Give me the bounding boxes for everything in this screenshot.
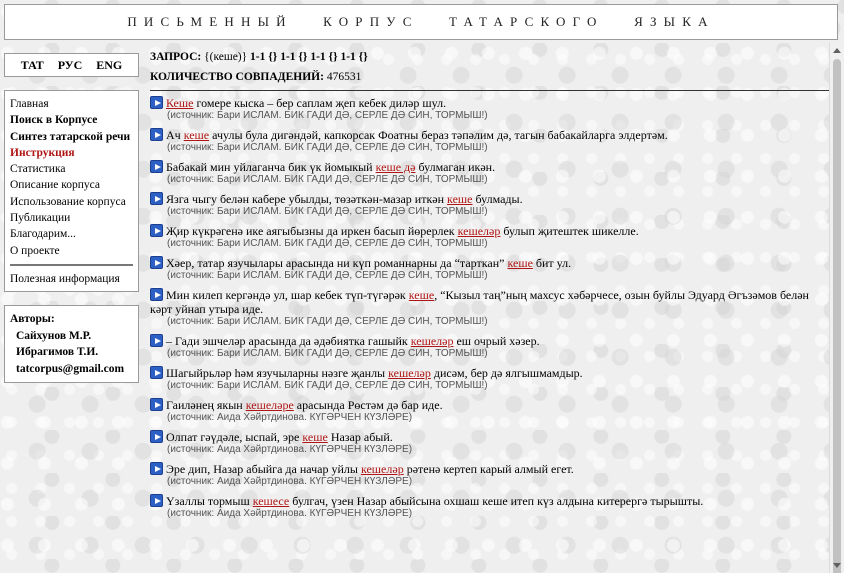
site-title: ПИСЬМЕННЫЙ КОРПУС ТАТАРСКОГО ЯЗЫКА	[127, 14, 715, 29]
authors-heading: Авторы:	[10, 313, 55, 326]
author-name: Ибрагимов Т.И.	[16, 346, 99, 359]
play-audio-icon[interactable]	[150, 192, 163, 205]
nav-item[interactable]: Поиск в Корпусе	[10, 114, 98, 127]
sentence-before: Хәер, татар язучылары арасында ни күп романнарны да “тарткан”	[166, 256, 508, 270]
result-item	[150, 192, 830, 218]
scroll-down-icon[interactable]	[833, 563, 841, 568]
play-audio-icon[interactable]	[150, 494, 163, 507]
play-audio-icon[interactable]	[150, 160, 163, 173]
result-item	[150, 288, 830, 328]
lang-eng-link[interactable]: ENG	[96, 57, 123, 72]
result-source: (источник: Бари ИСЛАМ. БИК ГАДИ ДӘ, СЕРЛЕ ДӘ СИН, ТОРМЫШ!)	[167, 316, 488, 327]
result-item	[150, 366, 830, 392]
query-ranges: 1-1 {} 1-1 {} 1-1 {} 1-1 {}	[250, 51, 368, 63]
nav-item[interactable]: Публикации	[10, 212, 71, 225]
contact-email-link[interactable]: tatcorpus@gmail.com	[16, 362, 125, 375]
page-scrollbar[interactable]	[829, 43, 844, 573]
result-sentence	[150, 224, 830, 238]
match-count-label: КОЛИЧЕСТВО СОВПАДЕНИЙ:	[150, 71, 324, 83]
sentence-after: дисәм, бер дә ялгышмамдыр.	[430, 366, 583, 380]
nav-item[interactable]: О проекте	[10, 244, 60, 257]
result-sentence	[150, 334, 830, 348]
nav-item[interactable]: Описание корпуса	[10, 179, 101, 192]
play-audio-icon[interactable]	[150, 398, 163, 411]
sentence-after: ачулы була дигәндәй, капкорсак Фоатны бераз тәпәлим дә, тагын бабакайларга элдертәм.	[209, 128, 668, 142]
result-sentence	[150, 430, 830, 444]
nav-item[interactable]: Статистика	[10, 163, 66, 176]
play-audio-icon[interactable]	[150, 288, 163, 301]
keyword-match-link[interactable]: кеше дә	[375, 160, 416, 174]
sentence-before: Җир күкрәгенә ике аягыбызны да иркен басып йөрерлек	[166, 224, 458, 238]
sentence-after: Назар абый.	[327, 430, 393, 444]
results-pane	[150, 48, 830, 526]
authors-panel	[4, 305, 139, 383]
play-audio-icon[interactable]	[150, 224, 163, 237]
keyword-match-link[interactable]: кешеләр	[388, 366, 431, 380]
keyword-match-link[interactable]: кешесе	[252, 494, 290, 508]
result-sentence	[150, 160, 830, 174]
play-audio-icon[interactable]	[150, 462, 163, 475]
sidebar	[4, 53, 139, 383]
sentence-before: Шагыйрьләр һәм язучыларны нәзге җанлы	[166, 366, 389, 380]
sentence-before: Бабакай мин уйлаганча бик үк йомыкый	[166, 160, 376, 174]
query-text: {(кеше)}	[204, 51, 248, 63]
result-item	[150, 430, 830, 456]
result-source: (источник: Бари ИСЛАМ. БИК ГАДИ ДӘ, СЕРЛЕ ДӘ СИН, ТОРМЫШ!)	[167, 142, 488, 153]
result-sentence	[150, 494, 830, 508]
sentence-before: Мин килеп кергәндә ул, шар кебек түп-түгәрәк	[166, 288, 409, 302]
nav-item[interactable]: Благодарим...	[10, 228, 76, 241]
play-audio-icon[interactable]	[150, 334, 163, 347]
result-source: (источник: Бари ИСЛАМ. БИК ГАДИ ДӘ, СЕРЛЕ ДӘ СИН, ТОРМЫШ!)	[167, 238, 488, 249]
result-item	[150, 128, 830, 154]
play-audio-icon[interactable]	[150, 366, 163, 379]
result-item	[150, 462, 830, 488]
sentence-after: рәтенә кертеп карый алмый егет.	[403, 462, 574, 476]
result-source: (источник: Аида Хәйртдинова. КҮГӘРЧЕН КҮЗЛӘРЕ)	[167, 412, 413, 423]
result-item	[150, 398, 830, 424]
sentence-before: Ач	[166, 128, 184, 142]
result-source: (источник: Бари ИСЛАМ. БИК ГАДИ ДӘ, СЕРЛЕ ДӘ СИН, ТОРМЫШ!)	[167, 348, 488, 359]
sentence-after: булмады.	[472, 192, 523, 206]
match-count-value: 476531	[326, 71, 362, 83]
sentence-after: гомере кыска – бер саплам җеп кебек диләр шул.	[193, 96, 447, 110]
keyword-match-link[interactable]: кешеләре	[245, 398, 294, 412]
result-source: (источник: Аида Хәйртдинова. КҮГӘРЧЕН КҮЗЛӘРЕ)	[167, 508, 413, 519]
play-audio-icon[interactable]	[150, 430, 163, 443]
sentence-after: булып җитештек шикелле.	[500, 224, 639, 238]
results-divider	[150, 90, 830, 91]
main-nav	[4, 90, 139, 292]
keyword-match-link[interactable]: кешеләр	[457, 224, 501, 238]
sentence-before: – Гади эшчеләр арасында да әдәбиятка гашыйк	[166, 334, 411, 348]
result-item	[150, 160, 830, 186]
result-sentence	[150, 366, 830, 380]
sentence-before: Олпат гәүдәле, ыспай, эре	[166, 430, 303, 444]
keyword-match-link[interactable]: кеше	[507, 256, 533, 270]
nav-item[interactable]: Использование корпуса	[10, 195, 126, 208]
keyword-match-link[interactable]: кеше	[302, 430, 328, 444]
keyword-match-link[interactable]: кеше	[408, 288, 435, 302]
play-audio-icon[interactable]	[150, 256, 163, 269]
query-label: ЗАПРОС:	[150, 51, 202, 63]
nav-item[interactable]: Синтез татарской речи	[10, 130, 131, 143]
result-source: (источник: Бари ИСЛАМ. БИК ГАДИ ДӘ, СЕРЛЕ ДӘ СИН, ТОРМЫШ!)	[167, 110, 488, 121]
sentence-after: , “Кызыл таң”ның махсус хәбәрчесе, озын буйлы Эдуард Әгъзәмов белән кәрт уйнап утыра иде.	[150, 288, 809, 316]
keyword-match-link[interactable]: Кеше	[166, 96, 194, 110]
result-source: (источник: Аида Хәйртдинова. КҮГӘРЧЕН КҮЗЛӘРЕ)	[167, 476, 413, 487]
sentence-after: булмаган икән.	[415, 160, 496, 174]
result-sentence	[150, 288, 830, 316]
sentence-before: Үзаллы тормыш	[166, 494, 253, 508]
result-item	[150, 334, 830, 360]
result-item	[150, 256, 830, 282]
site-header	[4, 4, 838, 40]
result-item	[150, 494, 830, 520]
result-sentence	[150, 462, 830, 476]
nav-item[interactable]: Инструкция	[10, 146, 75, 159]
author-name: Сайхунов М.Р.	[16, 329, 92, 342]
result-source: (источник: Аида Хәйртдинова. КҮГӘРЧЕН КҮЗЛӘРЕ)	[167, 444, 413, 455]
result-sentence	[150, 256, 830, 270]
match-count	[150, 68, 830, 86]
lang-rus-link[interactable]: РУС	[57, 57, 83, 72]
result-sentence	[150, 96, 830, 110]
result-item	[150, 224, 830, 250]
lang-tat-link[interactable]: ТАТ	[20, 57, 44, 72]
sentence-after: арасында Рөстәм дә бар иде.	[293, 398, 443, 412]
result-sentence	[150, 128, 830, 142]
keyword-match-link[interactable]: кеше	[183, 128, 210, 142]
query-summary	[150, 48, 830, 66]
sentence-after: еш очрый хәзер.	[453, 334, 540, 348]
sentence-after: булгач, үзен Назар абыйсына охшаш кеше итеп күз алдына китерергә тырышты.	[289, 494, 704, 508]
keyword-match-link[interactable]: кеше	[447, 192, 473, 206]
result-sentence	[150, 192, 830, 206]
results-list	[150, 96, 830, 520]
keyword-match-link[interactable]: кешеләр	[360, 462, 404, 476]
sentence-before: Язга чыгу белән кабере убылды, төзәткән-мазар иткән	[166, 192, 448, 206]
nav-divider	[10, 264, 133, 266]
result-source: (источник: Бари ИСЛАМ. БИК ГАДИ ДӘ, СЕРЛЕ ДӘ СИН, ТОРМЫШ!)	[167, 270, 488, 281]
play-audio-icon[interactable]	[150, 128, 163, 141]
result-source: (источник: Бари ИСЛАМ. БИК ГАДИ ДӘ, СЕРЛЕ ДӘ СИН, ТОРМЫШ!)	[167, 206, 488, 217]
result-source: (источник: Бари ИСЛАМ. БИК ГАДИ ДӘ, СЕРЛЕ ДӘ СИН, ТОРМЫШ!)	[167, 380, 488, 391]
keyword-match-link[interactable]: кешеләр	[410, 334, 454, 348]
result-item	[150, 96, 830, 122]
nav-item[interactable]: Главная	[10, 98, 49, 110]
play-audio-icon[interactable]	[150, 96, 163, 109]
language-switcher	[4, 53, 139, 77]
sentence-before: Гаиләнең якын	[166, 398, 246, 412]
sentence-after: бит ул.	[532, 256, 572, 270]
scroll-thumb[interactable]	[833, 59, 841, 573]
result-sentence	[150, 398, 830, 412]
sentence-before: Эре дип, Назар абыйга да начар уйлы	[166, 462, 361, 476]
scroll-up-icon[interactable]	[833, 48, 841, 53]
result-source: (источник: Бари ИСЛАМ. БИК ГАДИ ДӘ, СЕРЛЕ ДӘ СИН, ТОРМЫШ!)	[167, 174, 488, 185]
nav-item-useful-info[interactable]: Полезная информация	[10, 272, 120, 285]
